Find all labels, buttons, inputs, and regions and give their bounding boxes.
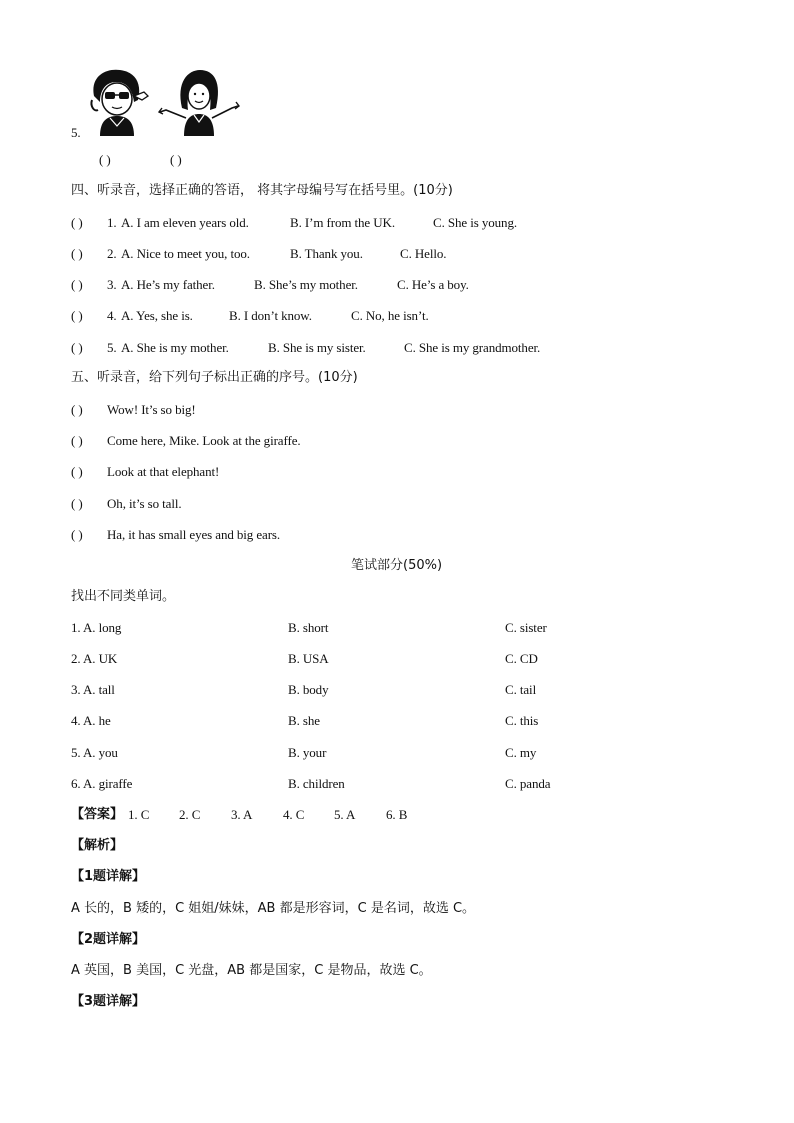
option-a: 6. A. giraffe (71, 776, 133, 791)
answer-value: 6. B (386, 807, 408, 822)
answer-blank[interactable]: ( ) (71, 496, 83, 511)
answer-blank[interactable]: ( ) (71, 308, 83, 323)
answer-value: 5. A (334, 807, 356, 822)
sentence-text: Come here, Mike. Look at the giraffe. (107, 433, 301, 448)
answer-blank[interactable]: ( ) (71, 215, 83, 230)
option-c: C. She is my grandmother. (404, 340, 541, 355)
answer-blank[interactable]: ( ) (71, 433, 83, 448)
option-c: C. No, he isn’t. (351, 308, 429, 323)
written-instruction: 找出不同类单词。 (71, 589, 176, 604)
option-c: C. She is young. (433, 215, 517, 230)
option-a: A. Nice to meet you, too. (121, 246, 250, 261)
option-a: A. I am eleven years old. (121, 215, 249, 230)
option-b: B. I don’t know. (229, 308, 312, 323)
option-b: B. USA (288, 651, 329, 666)
item-number: 3. (107, 277, 117, 292)
option-a: A. Yes, she is. (121, 308, 193, 323)
answer-blank[interactable]: ( ) (71, 246, 83, 261)
item-number: 5. (107, 340, 117, 355)
answer-blank[interactable]: ( ) (71, 527, 83, 542)
answer-blank[interactable]: ( ) (71, 277, 83, 292)
answer-label: 【答案】 (71, 807, 124, 822)
option-c: C. CD (505, 651, 538, 666)
detail-2-text: A 英国，B 美国，C 光盘，AB 都是国家，C 是物品，故选 C。 (71, 963, 432, 978)
option-c: C. He’s a boy. (397, 277, 469, 292)
option-b: B. I’m from the UK. (290, 215, 395, 230)
option-b: B. short (288, 620, 329, 635)
option-b: B. She is my sister. (268, 340, 366, 355)
option-b: B. children (288, 776, 345, 791)
sentence-text: Look at that elephant! (107, 464, 220, 479)
question-5-number: 5. (71, 125, 81, 140)
answer-value: 2. C (179, 807, 201, 822)
written-part-heading: 笔试部分(50%) (351, 558, 443, 573)
analysis-label: 【解析】 (71, 838, 124, 853)
option-c: C. sister (505, 620, 547, 635)
item-number: 4. (107, 308, 117, 323)
answer-value: 3. A (231, 807, 253, 822)
detail-3-label: 【3题详解】 (71, 994, 146, 1009)
option-b: B. your (288, 745, 327, 760)
option-c: C. my (505, 745, 537, 760)
item-number: 1. (107, 215, 117, 230)
sentence-text: Wow! It’s so big! (107, 402, 196, 417)
answer-value: 4. C (283, 807, 305, 822)
girl-with-sunglasses-illustration (86, 66, 156, 136)
sentence-text: Oh, it’s so tall. (107, 496, 182, 511)
answer-value: 1. C (128, 807, 150, 822)
option-a: 2. A. UK (71, 651, 118, 666)
option-b: B. Thank you. (290, 246, 363, 261)
detail-1-label: 【1题详解】 (71, 869, 146, 884)
option-b: B. She’s my mother. (254, 277, 358, 292)
section-4-title: 四、听录音，选择正确的答语， 将其字母编号写在括号里。(10分) (71, 183, 453, 198)
option-a: A. She is my mother. (121, 340, 229, 355)
answer-blank-left[interactable]: ( ) (99, 152, 111, 167)
answer-blank[interactable]: ( ) (71, 464, 83, 479)
option-a: 4. A. he (71, 713, 111, 728)
option-c: C. panda (505, 776, 551, 791)
woman-illustration (156, 68, 242, 136)
sentence-text: Ha, it has small eyes and big ears. (107, 527, 281, 542)
option-a: 3. A. tall (71, 682, 115, 697)
option-a: 5. A. you (71, 745, 118, 760)
option-a: 1. A. long (71, 620, 122, 635)
detail-2-label: 【2题详解】 (71, 932, 146, 947)
option-c: C. tail (505, 682, 537, 697)
answer-blank[interactable]: ( ) (71, 402, 83, 417)
section-5-title: 五、听录音，给下列句子标出正确的序号。(10分) (71, 370, 358, 385)
option-b: B. she (288, 713, 320, 728)
answer-blank-right[interactable]: ( ) (170, 152, 182, 167)
item-number: 2. (107, 246, 117, 261)
option-a: A. He’s my father. (121, 277, 215, 292)
detail-1-text: A 长的，B 矮的，C 姐姐/妹妹，AB 都是形容词，C 是名词，故选 C。 (71, 901, 476, 916)
option-c: C. Hello. (400, 246, 447, 261)
option-b: B. body (288, 682, 329, 697)
answer-blank[interactable]: ( ) (71, 340, 83, 355)
option-c: C. this (505, 713, 539, 728)
